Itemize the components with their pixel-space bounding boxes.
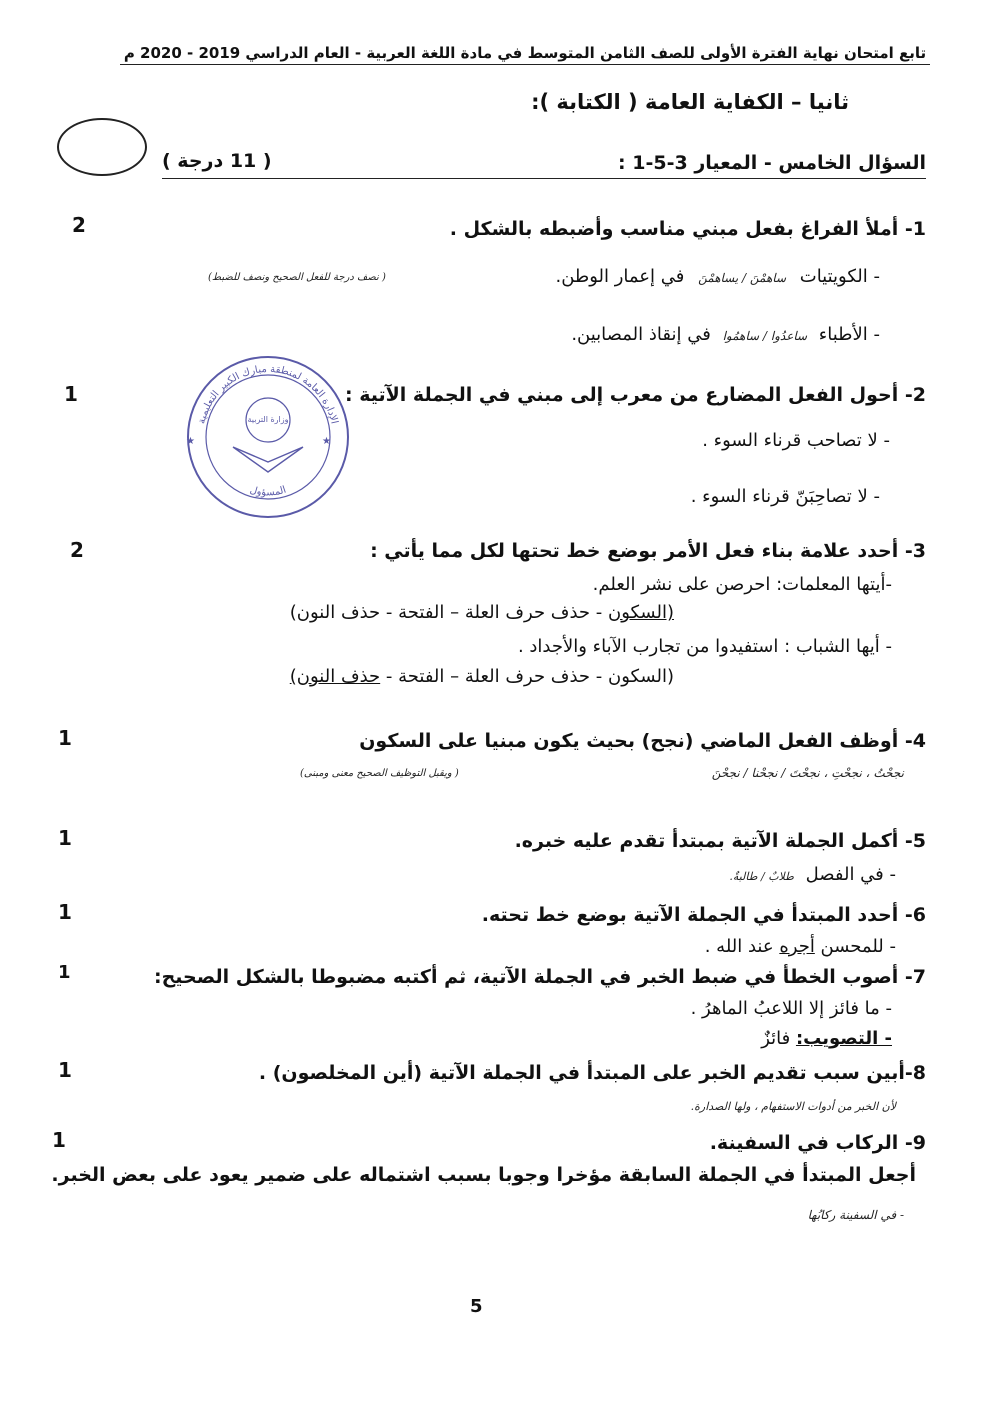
q5-handwriting: طلابٌ / طالبةٌ. (729, 870, 794, 883)
q3-options1-marked: (السكون (607, 602, 674, 623)
q9-score: 1 (52, 1128, 66, 1152)
q3-sentence1: -أيتها المعلمات: احرصن على نشر العلم. (592, 574, 892, 595)
q8-answer: لأن الخبر من أدوات الاستفهام ، ولها الصدارة. (690, 1100, 896, 1113)
q6-text: 6- أحدد المبتدأ في الجملة الآتية بوضع خط تحته. (481, 904, 926, 926)
section-title: ثانيا – الكفاية العامة ( الكتابة ): (531, 90, 849, 114)
question-header-label: السؤال الخامس - المعيار 3-5-1 : (618, 152, 926, 174)
q4-answer: نجحْتُ ، نجحْتِ ، نجحْتَ / نجحْنا / نجحْنَ (711, 766, 904, 780)
q2-line1: - لا تصاحب قرناء السوء . (702, 430, 890, 451)
score-oval (57, 118, 147, 176)
q5-score: 1 (58, 826, 72, 850)
q6-score: 1 (58, 900, 72, 924)
stamp-bottom-text: المسؤول (248, 484, 288, 499)
question-header-total: ( 11 درجة ) (162, 150, 272, 172)
q9-instruction: أجعل المبتدأ في الجملة السابقة مؤخرا وجوبا بسبب اشتماله على ضمير يعود على بعض الخبر. (51, 1164, 916, 1186)
q8-score: 1 (58, 1058, 72, 1082)
q5-line-text: - في الفصل (805, 864, 896, 885)
q7-score: 1 (58, 962, 71, 983)
q3-options2-rest: (السكون - حذف حرف العلة – الفتحة - (380, 666, 674, 687)
q8-text: 8-أبين سبب تقديم الخبر على المبتدأ في الجملة الآتية (أين المخلصون) . (258, 1062, 926, 1084)
q1-line1-handwriting: ساهمْنَ / يساهمْنَ (698, 271, 787, 285)
q4-score: 1 (58, 726, 72, 750)
q4-text: 4- أوظف الفعل الماضي (نجح) بحيث يكون مبنيا على السكون (359, 730, 926, 752)
q1-text: 1- أملأ الفراغ بفعل مبني مناسب وأضبطه بالشكل . (449, 218, 926, 240)
stamp-star-icon: ★ (186, 436, 195, 447)
q3-options2 (290, 666, 674, 687)
q1-score: 2 (72, 213, 86, 237)
stamp-outer-text: الإدارة العامة لمنطقة مبارك الكبير التعليمية (196, 363, 340, 426)
q5-text: 5- أكمل الجملة الآتية بمبتدأ تقدم عليه خبره. (514, 830, 926, 852)
q1-grading-note: ( نصف درجة للفعل الصحيح ونصف للضبط) (208, 272, 386, 283)
q1-line2-handwriting: ساعدُوا / ساهمُوا (722, 329, 808, 343)
q9-text: 9- الركاب في السفينة. (709, 1132, 926, 1154)
q2-text: 2- أحول الفعل المضارع من معرب إلى مبني في الجملة الآتية : (345, 384, 926, 406)
q7-line: - ما فائز إلا اللاعبُ الماهرُ . (690, 998, 892, 1019)
q7-fix (761, 1028, 892, 1049)
q1-line2 (571, 324, 880, 345)
q2-score: 1 (64, 382, 78, 406)
q1-line1-start: - الكويتيات (799, 266, 880, 287)
q3-options1 (290, 602, 674, 623)
q3-options1-rest: - حذف حرف العلة – الفتحة - حذف النون) (289, 602, 608, 623)
q1-line1-end: في إعمار الوطن. (555, 266, 685, 287)
q3-score: 2 (70, 538, 84, 562)
q4-note: ( ويقبل التوظيف الصحيح معنى ومبنى) (300, 768, 459, 779)
q3-options2-marked: حذف النون) (289, 666, 381, 687)
exam-header: تابع امتحان نهاية الفترة الأولى للصف الثامن المتوسط في مادة اللغة العربية - العام الدراسي 2019 - 2020 م (120, 44, 930, 65)
q7-text: 7- أصوب الخطأ في ضبط الخبر في الجملة الآتية، ثم أكتبه مضبوطا بالشكل الصحيح: (154, 966, 926, 988)
q1-line2-end: في إنقاذ المصابين. (571, 324, 711, 345)
q3-text: 3- أحدد علامة بناء فعل الأمر بوضع خط تحتها لكل مما يأتي : (370, 540, 926, 562)
q6-line-before: - للمحسن (814, 936, 896, 957)
q6-line-after: عند الله . (704, 936, 780, 957)
q1-line2-start: - الأطباء (818, 324, 880, 345)
q9-answer: - في السفينة ركابُها (807, 1208, 904, 1222)
stamp-inner-text: وزارة التربية (247, 415, 289, 424)
header-rule (162, 178, 926, 179)
q5-line (729, 864, 896, 885)
q6-line (705, 936, 896, 957)
q7-fix-value: فائزٌ (761, 1028, 791, 1049)
svg-text:المسؤول (249, 485, 288, 499)
q7-fix-label: - التصويب: (795, 1028, 892, 1049)
q6-line-marked: أجره (779, 936, 815, 957)
q1-line1 (555, 266, 880, 287)
school-stamp (183, 352, 353, 522)
page-number: 5 (470, 1296, 483, 1317)
stamp-star-icon: ★ (322, 436, 331, 447)
q2-line2: - لا تصاحِبَنّ قرناء السوء . (690, 486, 880, 507)
q3-sentence2: - أيها الشباب : استفيدوا من تجارب الآباء والأجداد . (517, 636, 892, 657)
